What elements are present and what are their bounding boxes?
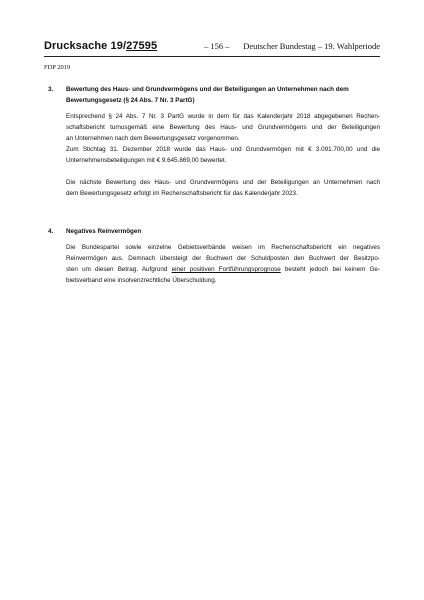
- title-line: Bewertung des Haus- und Grundvermögens und der Beteiligungen an Unternehmen nach dem: [66, 86, 349, 93]
- section-number: 4.: [48, 228, 54, 235]
- paragraph: [66, 177, 380, 199]
- publisher: Deutscher Bundestag – 19. Wahlperiode: [243, 41, 380, 51]
- text-line: Entsprechend § 24 Abs. 7 Nr. 3 PartG wurde in dem für das Kalenderjahr 2018 abgegebenen Rechen-: [66, 113, 380, 120]
- text-line: Zum Stichtag 31. Dezember 2018 wurde das Haus- und Grundvermögen mit € 3.091.700,00 und die: [66, 146, 380, 153]
- text-line: schaftsbericht turnusgemäß eine Bewertung des Haus- und Grundvermögens und der Beteiligungen: [66, 124, 380, 131]
- paragraph: [66, 242, 380, 286]
- text-line: an Unternehmen nach dem Bewertungsgesetz vorgenommen.: [66, 135, 240, 142]
- document-label: Drucksache 19/: [44, 40, 127, 52]
- text-line: dem Bewertungsgesetz erfolgt im Rechenschaftsbericht für das Kalenderjahr 2023.: [66, 190, 298, 197]
- text-line: [66, 264, 380, 275]
- document-number-value: 27595: [126, 40, 158, 52]
- title-line: Bewertungsgesetz (§ 24 Abs. 7 Nr. 3 PartG): [66, 97, 195, 104]
- text-line: Reinvermögen aus. Demnach übersteigt der Buchwert der Schuldposten den Buchwert der Besitzpo-: [66, 255, 380, 262]
- section-title: [66, 84, 380, 106]
- party-label: FDP 2019: [44, 64, 71, 71]
- text-line: Unternehmensbeteiligungen mit € 9.645.869,00 bewertet.: [66, 157, 227, 164]
- text-span: sten um diesen Betrag. Aufgrund: [66, 266, 172, 273]
- section-body: [66, 226, 380, 286]
- section-body: [66, 84, 380, 199]
- section-title: [66, 226, 380, 237]
- page-number: – 156 –: [204, 41, 230, 51]
- title-line: Negatives Reinvermögen: [66, 228, 142, 235]
- paragraph: [66, 111, 380, 166]
- header-divider: [44, 56, 380, 57]
- page-header: [44, 40, 380, 56]
- text-line: Die nächste Bewertung des Haus- und Grundvermögens und der Beteiligungen an Unternehmen nach: [66, 179, 380, 186]
- text-line: bietsverband eine insolvenzrechtliche Überschuldung.: [66, 277, 217, 284]
- document-number: [44, 40, 157, 52]
- section-number: 3.: [48, 86, 54, 93]
- text-line: Die Bundespartei sowie einzelne Gebietsverbände weisen im Rechenschaftsbericht ein negatives: [66, 244, 380, 251]
- underlined-phrase: einer positiven Fortführungsprognose: [171, 266, 281, 273]
- text-span: besteht jedoch bei keinem Ge-: [280, 266, 380, 273]
